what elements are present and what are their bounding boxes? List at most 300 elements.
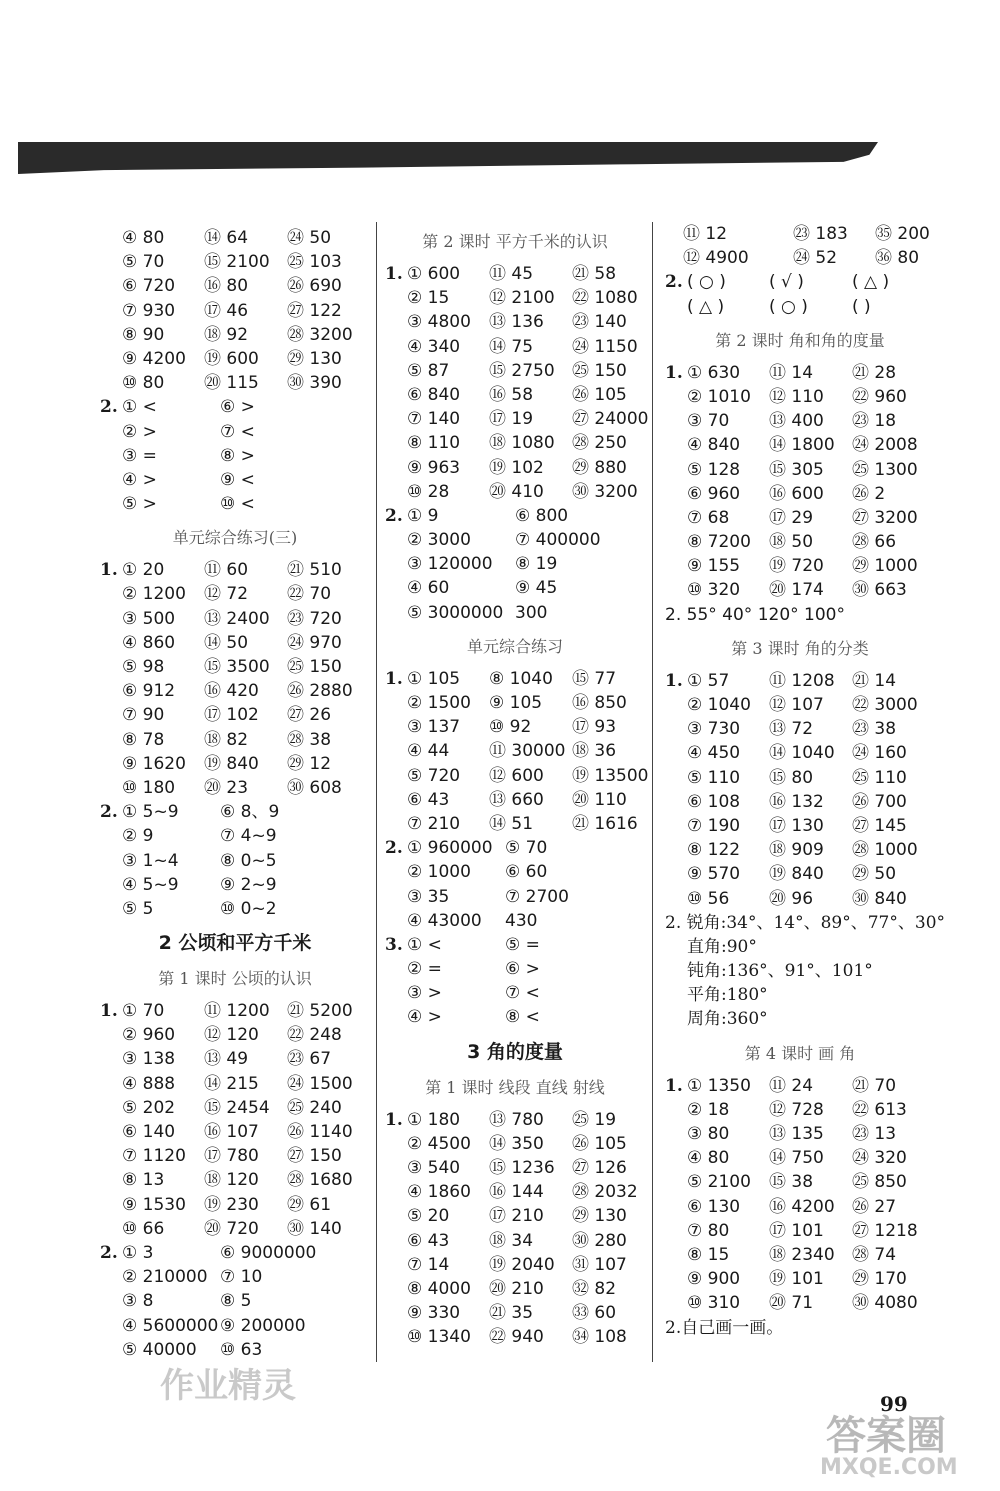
answer-row — [100, 824, 370, 848]
answer-cell: ③ 35 — [407, 886, 450, 907]
answer-cell: ⑦ 930 — [122, 300, 176, 321]
answer-cell: ⑲ 720 — [769, 556, 824, 577]
answer-cell: ⑫ 4900 — [683, 248, 749, 269]
answer-row — [665, 1098, 935, 1122]
answer-cell: ( ○ ) — [769, 296, 808, 317]
answer-row — [665, 1219, 935, 1243]
answer-cell: ② 9 — [122, 826, 154, 847]
answer-row — [665, 1291, 935, 1315]
watermark: MXQE.COM — [820, 1455, 958, 1480]
answer-cell: ⑲ 13500 — [572, 765, 649, 786]
answer-cell: ③ 730 — [687, 719, 741, 740]
answer-cell: ⑩ 180 — [122, 777, 176, 798]
answer-cell: ㉘ 2032 — [572, 1182, 638, 1203]
answer-cell: ③ 70 — [687, 411, 730, 432]
answer-cell: ㉑ 510 — [287, 560, 342, 581]
answer-cell: ⑱ 1080 — [489, 433, 555, 454]
answer-cell: ㉔ 320 — [852, 1148, 907, 1169]
answer-cell: ⑤ 202 — [122, 1097, 176, 1118]
answer-row — [100, 1289, 370, 1313]
answer-row — [385, 383, 645, 407]
answer-cell: ⑧ 110 — [407, 433, 461, 454]
answer-cell: ⑱ 82 — [204, 729, 249, 750]
answer-cell: ㉘ 250 — [572, 433, 627, 454]
answer-cell: ② 15 — [407, 288, 450, 309]
answer-cell: ㉙ 170 — [852, 1269, 907, 1290]
answer-row — [100, 1023, 370, 1047]
answer-cell: ⑫ 72 — [204, 584, 249, 605]
answer-row — [665, 766, 935, 790]
answer-cell: ⑳ 71 — [769, 1293, 814, 1314]
answer-cell: ⑱ 92 — [204, 324, 249, 345]
answer-cell: ⑩ 66 — [122, 1218, 165, 1239]
answer-cell: ⑰ 101 — [769, 1220, 824, 1241]
answer-cell: ㉕ 240 — [287, 1097, 342, 1118]
answer-cell: ⑪ 45 — [489, 264, 534, 284]
answer-cell: ㉑ 28 — [852, 362, 897, 383]
answer-cell: ㉜ 82 — [572, 1278, 617, 1299]
answer-cell: ㉘ 1000 — [852, 840, 918, 861]
answer-cell: ㉙ 12 — [287, 753, 332, 774]
answer-row — [100, 776, 370, 800]
answer-cell: ⑬ 2400 — [204, 608, 270, 629]
answer-cell: ⑫ 107 — [769, 695, 824, 715]
answer-row — [385, 528, 645, 552]
answer-cell: ㉗ 1218 — [852, 1220, 918, 1241]
unit-title: 3 角的度量 — [467, 1040, 563, 1063]
answer-row — [385, 1301, 645, 1325]
answer-cell: ⑰ 102 — [204, 705, 259, 726]
answer-cell: ⑩ < — [220, 494, 255, 515]
answer-cell: ㉕ 1300 — [852, 459, 918, 480]
lesson-title: 第 1 课时 公顷的认识 — [158, 969, 312, 989]
answer-row — [385, 1253, 645, 1277]
answer-row — [665, 385, 935, 409]
answer-row — [100, 395, 370, 419]
answer-cell: ⑫ 600 — [489, 765, 544, 786]
answer-cell: ㉚ 3200 — [572, 481, 638, 502]
answer-cell: ⑧ 13 — [122, 1170, 165, 1191]
answer-cell: ㉓ 720 — [287, 608, 342, 629]
answer-row — [100, 1265, 370, 1289]
answer-cell: ⑥ 108 — [687, 791, 741, 812]
question-number: 3. — [385, 934, 403, 955]
answer-row — [665, 887, 935, 911]
answer-cell: ㉚ 663 — [852, 580, 907, 601]
answer-line: 直角:90° — [687, 936, 757, 957]
question-number: 2. — [100, 1242, 118, 1263]
answer-cell: ④ 5~9 — [122, 874, 179, 895]
answer-cell: ⑫ 110 — [769, 386, 824, 407]
answer-cell: ① 630 — [687, 362, 741, 383]
answer-cell: ⑳ 96 — [769, 888, 814, 909]
answer-cell: ⑨ 200000 — [220, 1315, 306, 1336]
answer-cell: ⑱ 34 — [489, 1230, 534, 1251]
answer-cell: ④ 840 — [687, 435, 741, 456]
section-title: 单元综合练习(三) — [172, 528, 298, 548]
answer-cell: ⑬ 135 — [769, 1124, 824, 1144]
answer-cell: ㉘ 74 — [852, 1244, 897, 1265]
answer-row — [665, 1267, 935, 1291]
question-number: 2. — [385, 838, 403, 859]
question-number: 1. — [385, 668, 403, 689]
answer-cell: ⑨ 2~9 — [220, 874, 277, 895]
answer-cell: ⑦ < — [220, 421, 255, 442]
answer-row — [665, 862, 935, 886]
answer-row — [385, 504, 645, 528]
answer-cell: ⑭ 64 — [204, 228, 249, 248]
answer-cell: ㉘ 1680 — [287, 1170, 353, 1191]
answer-row — [665, 458, 935, 482]
answer-cell: ② 1200 — [122, 584, 186, 605]
answer-cell: ⑫ 120 — [204, 1025, 259, 1046]
answer-row — [100, 347, 370, 371]
answer-cell: ⑮ 77 — [572, 668, 617, 689]
answer-row — [385, 739, 645, 763]
answer-cell: ⑳ 720 — [204, 1218, 259, 1239]
answer-cell: ⑨ 570 — [687, 864, 741, 885]
answer-row — [100, 1193, 370, 1217]
answer-cell: ④ > — [122, 469, 157, 490]
answer-cell: ( ○ ) — [687, 272, 726, 293]
answer-cell: ⑭ 215 — [204, 1073, 259, 1094]
answer-row — [665, 482, 935, 506]
answer-cell: ⑦ < — [505, 983, 540, 1004]
answer-cell: ㉔ 1150 — [572, 336, 638, 357]
answer-row — [665, 669, 935, 693]
answer-cell: ⑥ 8、9 — [220, 802, 280, 823]
answer-row — [100, 800, 370, 824]
answer-row — [385, 885, 645, 909]
answer-row — [385, 1005, 645, 1029]
answer-cell: ⑨ 105 — [489, 693, 543, 713]
answer-cell: ⑭ 750 — [769, 1148, 824, 1169]
answer-cell: ④ 80 — [122, 228, 165, 248]
answer-row — [385, 1156, 645, 1180]
answer-cell: ③ 500 — [122, 608, 176, 629]
answer-cell: ⑧ 122 — [687, 840, 741, 861]
answer-cell: ㉗ 3200 — [852, 507, 918, 528]
answer-cell: ㉙ 61 — [287, 1194, 332, 1215]
answer-cell: ㉑ 1616 — [572, 813, 638, 834]
answer-row — [665, 838, 935, 862]
answer-cell: ⑥ 9000000 — [220, 1242, 317, 1263]
answer-cell: ㉔ 50 — [287, 228, 332, 248]
answer-cell: ⑮ 305 — [769, 459, 824, 480]
lesson-title: 第 4 课时 画 角 — [744, 1043, 856, 1063]
answer-cell: ⑮ 3500 — [204, 657, 270, 677]
answer-cell: ⑱ 36 — [572, 741, 617, 762]
answer-cell: ㉕ 103 — [287, 252, 342, 273]
answer-row — [100, 492, 370, 516]
answer-cell: ( √ ) — [769, 272, 804, 293]
answer-cell: ⑭ 75 — [489, 336, 534, 357]
answer-cell: ㉘ 38 — [287, 729, 332, 750]
answer-row — [100, 679, 370, 703]
answer-cell: ⑥ 840 — [407, 384, 461, 405]
answer-cell: ㉗ 126 — [572, 1158, 627, 1178]
answer-row — [100, 1072, 370, 1096]
answer-line: 钝角:136°、91°、101° — [687, 961, 873, 982]
answer-row — [385, 981, 645, 1005]
answer-cell: ⑮ 2454 — [204, 1097, 270, 1118]
answer-cell: ㉞ 108 — [572, 1327, 627, 1348]
answer-cell: ⑧ 15 — [687, 1244, 730, 1265]
answer-cell: ( △ ) — [852, 272, 890, 293]
answer-cell: ㉑ 5200 — [287, 1001, 353, 1022]
question-number: 1. — [665, 1075, 683, 1096]
answer-cell: ⑳ 23 — [204, 777, 249, 798]
answer-row — [385, 691, 645, 715]
answer-cell: ㉕ 19 — [572, 1109, 617, 1130]
answer-cell: ⑭ 51 — [489, 813, 534, 834]
column-divider — [652, 222, 653, 1362]
answer-cell: ⑨ 4200 — [122, 348, 186, 369]
answer-cell: ⑧ 5 — [220, 1291, 252, 1312]
answer-cell: ㉓ 67 — [287, 1049, 332, 1070]
answer-cell: 430 — [505, 910, 538, 931]
answer-cell: ⑲ 600 — [204, 348, 259, 369]
answer-cell: ㉘ 66 — [852, 532, 897, 553]
answer-cell: ② 1040 — [687, 695, 751, 715]
answer-cell: ⑩ 0~2 — [220, 898, 277, 919]
answer-cell: ㉙ 880 — [572, 457, 627, 478]
answer-cell: ㉖ 2880 — [287, 681, 353, 702]
answer-cell: ㉚ 4080 — [852, 1293, 918, 1314]
question-number: 2. — [100, 802, 118, 823]
answer-row — [100, 849, 370, 873]
answer-row — [100, 897, 370, 921]
answer-cell: ㉕ 150 — [572, 360, 627, 381]
answer-cell: ⑧ 4000 — [407, 1278, 471, 1299]
answer-cell: ㉗ 122 — [287, 300, 342, 321]
answer-cell: ⑮ 80 — [769, 767, 814, 788]
answer-column-3 — [665, 222, 946, 1340]
answer-cell: ㉑ 35 — [489, 1303, 534, 1324]
answer-cell: ① 5~9 — [122, 802, 179, 823]
answer-line: 2. 55° 40° 120° 100° — [665, 604, 845, 625]
answer-row — [100, 226, 370, 250]
answer-cell: ⑨ 45 — [515, 578, 558, 599]
answer-cell: ⑫ 2100 — [489, 288, 555, 309]
answer-cell: ㉓ 183 — [793, 224, 848, 244]
answer-cell: ⑤ 70 — [505, 838, 548, 859]
answer-row — [665, 717, 935, 741]
answer-cell: ㉗ 24000 — [572, 409, 649, 430]
answer-cell: ⑳ 410 — [489, 481, 544, 502]
answer-cell: ⑨ 900 — [687, 1269, 741, 1290]
answer-row — [100, 1168, 370, 1192]
answer-cell: ㉒ 960 — [852, 386, 907, 407]
answer-cell: ⑯ 4200 — [769, 1196, 835, 1217]
answer-cell: ㉖ 2 — [852, 483, 886, 504]
answer-cell: ③ 138 — [122, 1049, 176, 1070]
answer-row — [385, 262, 645, 286]
answer-row — [100, 999, 370, 1023]
answer-line: 2.自己画一画。 — [665, 1317, 784, 1338]
answer-cell: ⑤ 128 — [687, 459, 741, 480]
answer-cell: ⑥ 43 — [407, 789, 450, 810]
answer-cell: ① 3 — [122, 1242, 154, 1263]
answer-row — [100, 468, 370, 492]
answer-row — [385, 1180, 645, 1204]
lesson-title: 第 1 课时 线段 直线 射线 — [425, 1077, 605, 1097]
answer-cell: ① 960000 — [407, 838, 493, 859]
answer-cell: ④ 888 — [122, 1073, 176, 1094]
answer-cell: ㉖ 1140 — [287, 1122, 353, 1142]
answer-row — [385, 667, 645, 691]
answer-cell: ① 180 — [407, 1109, 461, 1130]
answer-cell: ㊱ 80 — [875, 248, 920, 269]
answer-cell: ⑤ 20 — [407, 1206, 450, 1227]
answer-row — [385, 480, 645, 504]
answer-cell: ㉕ 850 — [852, 1172, 907, 1193]
answer-cell: ( ) — [852, 296, 871, 317]
answer-cell: ⑦ 2700 — [505, 886, 569, 907]
answer-cell: ⑯ 850 — [572, 693, 627, 713]
answer-cell: ㉝ 60 — [572, 1303, 617, 1324]
answer-cell: ⑬ 136 — [489, 312, 544, 333]
answer-cell: ⑪ 1200 — [204, 1001, 270, 1022]
answer-cell: ㉑ 70 — [852, 1075, 897, 1096]
answer-cell: ⑯ 420 — [204, 681, 259, 702]
answer-cell: ㉚ 608 — [287, 777, 342, 798]
answer-cell: ㉛ 107 — [572, 1254, 627, 1275]
answer-cell: ⑱ 2340 — [769, 1244, 835, 1265]
answer-row — [665, 693, 935, 717]
answer-row — [665, 578, 935, 602]
lesson-title: 第 2 课时 平方千米的认识 — [422, 232, 608, 251]
answer-cell: ② 4500 — [407, 1133, 471, 1154]
answer-cell: ⑦ 140 — [407, 409, 461, 430]
answer-cell: ㉒ 940 — [489, 1327, 544, 1348]
answer-cell: ( △ ) — [687, 296, 725, 317]
answer-cell: ⑦ 210 — [407, 813, 461, 834]
answer-cell: ① 20 — [122, 560, 165, 581]
answer-row — [665, 530, 935, 554]
answer-row — [665, 270, 935, 294]
answer-cell: ⑪ 30000 — [489, 741, 566, 762]
answer-cell: ⑳ 174 — [769, 580, 824, 601]
question-number: 2. — [100, 397, 118, 418]
answer-cell: ⑥ 60 — [505, 862, 548, 883]
answer-row — [100, 728, 370, 752]
question-number: 1. — [385, 264, 403, 284]
answer-cell: ⑩ 92 — [489, 717, 532, 738]
answer-row — [385, 812, 645, 836]
answer-cell: ⑧ 78 — [122, 729, 165, 750]
answer-cell: ④ 43000 — [407, 910, 482, 931]
answer-row — [665, 554, 935, 578]
answer-cell: ⑮ 2750 — [489, 360, 555, 381]
answer-cell: ⑧ 90 — [122, 324, 165, 345]
answer-cell: ⑰ 780 — [204, 1146, 259, 1167]
lesson-title: 第 2 课时 角和角的度量 — [715, 330, 885, 350]
answer-cell: ㉖ 105 — [572, 1133, 627, 1154]
answer-cell: ⑦ 4~9 — [220, 826, 277, 847]
answer-cell: ⑤ = — [505, 934, 540, 955]
answer-cell: ⑭ 1040 — [769, 743, 835, 764]
answer-cell: ㉔ 160 — [852, 743, 907, 764]
answer-row — [385, 1108, 645, 1132]
answer-cell: ⑰ 29 — [769, 507, 814, 528]
answer-row — [385, 359, 645, 383]
answer-row — [385, 1132, 645, 1156]
answer-cell: ④ 340 — [407, 336, 461, 357]
answer-cell: ⑤ 720 — [407, 765, 461, 786]
answer-cell: ㉒ 248 — [287, 1025, 342, 1046]
unit-title: 2 公顷和平方千米 — [158, 932, 312, 955]
answer-cell: ② 1010 — [687, 386, 751, 407]
answer-cell: ⑪ 14 — [769, 362, 814, 383]
answer-column-1 — [100, 226, 370, 1362]
answer-cell: ⑮ 38 — [769, 1172, 814, 1193]
answer-row — [385, 933, 645, 957]
answer-cell: ④ > — [407, 1007, 442, 1028]
answer-cell: ㉖ 700 — [852, 791, 907, 812]
answer-cell: ③ 1~4 — [122, 850, 179, 871]
answer-line: 平角:180° — [687, 985, 768, 1006]
answer-cell: ③ > — [407, 983, 442, 1004]
answer-cell: ⑧ 1040 — [489, 668, 553, 689]
answer-cell: ① 9 — [407, 505, 439, 526]
answer-cell: ㉙ 1000 — [852, 556, 918, 577]
answer-row — [665, 1243, 935, 1267]
answer-cell: ㉔ 1500 — [287, 1073, 353, 1094]
answer-row — [100, 420, 370, 444]
answer-cell: ⑤ 87 — [407, 360, 450, 381]
answer-cell: ③ 137 — [407, 717, 461, 738]
answer-cell: ㉟ 200 — [875, 224, 930, 244]
answer-row — [100, 631, 370, 655]
answer-row — [385, 601, 645, 625]
answer-cell: ⑪ 1208 — [769, 670, 835, 691]
answer-cell: ⑬ 400 — [769, 411, 824, 432]
answer-cell: ⑦ 1120 — [122, 1146, 186, 1167]
answer-cell: ⑪ 12 — [683, 224, 728, 244]
answer-cell: ⑲ 2040 — [489, 1254, 555, 1275]
answer-cell: ② 1500 — [407, 693, 471, 713]
answer-row — [385, 310, 645, 334]
answer-cell: ⑲ 230 — [204, 1194, 259, 1215]
answer-cell: ㉗ 150 — [287, 1146, 342, 1167]
answer-cell: ㉖ 105 — [572, 384, 627, 405]
answer-cell: ⑥ 130 — [687, 1196, 741, 1217]
answer-row — [665, 433, 935, 457]
answer-cell: ⑤ 70 — [122, 252, 165, 273]
answer-cell: ⑤ 3000000 — [407, 602, 504, 623]
answer-cell: ㉑ 14 — [852, 670, 897, 691]
answer-cell: ③ 8 — [122, 1291, 154, 1312]
answer-cell: ⑩ 28 — [407, 481, 450, 502]
answer-cell: ① 57 — [687, 670, 730, 691]
answer-cell: ④ 80 — [687, 1148, 730, 1169]
answer-cell: ⑧ < — [505, 1007, 540, 1028]
answer-cell: ⑰ 46 — [204, 300, 249, 321]
answer-cell: ㉙ 50 — [852, 864, 897, 885]
answer-cell: ㉚ 280 — [572, 1230, 627, 1251]
answer-cell: ③ = — [122, 445, 157, 466]
answer-cell: ⑭ 1800 — [769, 435, 835, 456]
answer-row — [665, 814, 935, 838]
answer-cell: ② 960 — [122, 1025, 176, 1046]
answer-cell: ⑲ 840 — [204, 753, 259, 774]
answer-cell: ⑨ 330 — [407, 1303, 461, 1324]
answer-cell: ⑰ 19 — [489, 409, 534, 430]
answer-column-2 — [385, 220, 649, 1350]
answer-cell: ⑤ 40000 — [122, 1339, 197, 1360]
answer-row — [665, 409, 935, 433]
